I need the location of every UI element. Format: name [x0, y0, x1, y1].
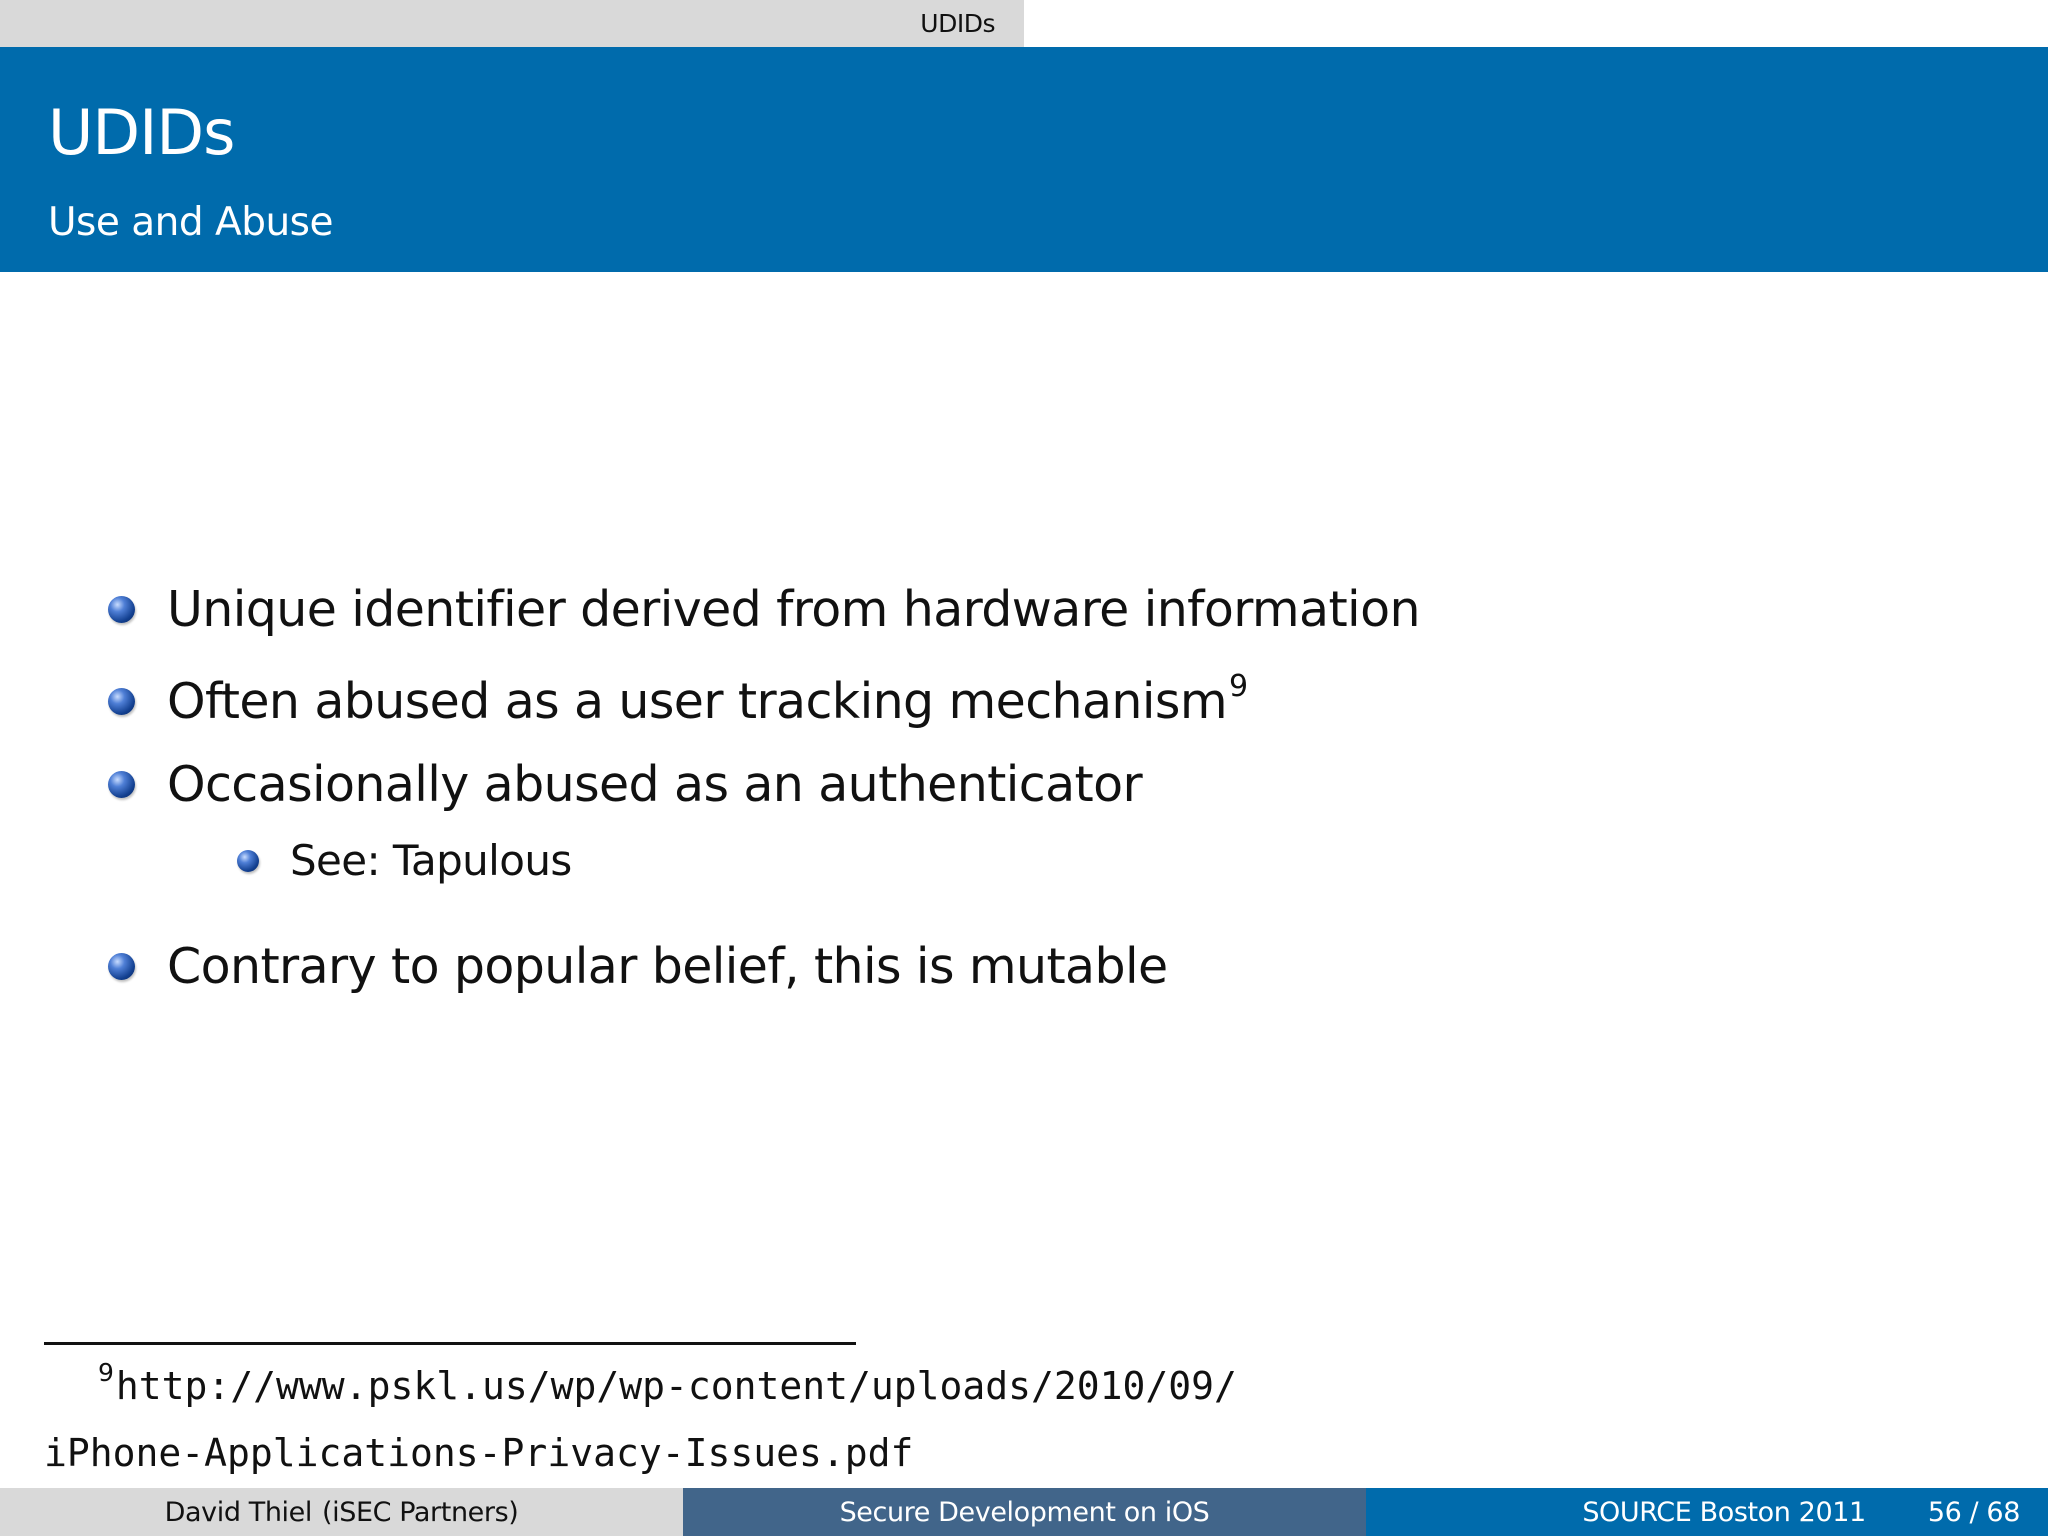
- footnote-mark: 9: [98, 1358, 114, 1387]
- footer-author-name: David Thiel: [164, 1496, 312, 1528]
- footer-talk-title: Secure Development on iOS: [683, 1488, 1366, 1536]
- footnote-url-line1[interactable]: $^9$http://www.pskl.us/wp/wp-content/uploads/2010/09/: [98, 1358, 1237, 1408]
- footnote-reference[interactable]: 9: [1228, 669, 1248, 704]
- bullet-item: [108, 938, 1168, 995]
- bullet-item: [108, 669, 1248, 730]
- bullet-text: See: Tapulous: [290, 836, 572, 885]
- bullet-ball-icon: [108, 688, 135, 715]
- section-nav-bar: [0, 0, 1024, 47]
- section-nav-item-udids[interactable]: UDIDs: [920, 9, 995, 38]
- footnote-divider: [44, 1342, 856, 1345]
- footer-author: [0, 1488, 683, 1536]
- section-nav-blank: [1024, 0, 2048, 47]
- sub-bullet-item: [237, 836, 572, 885]
- bullet-ball-icon: [108, 771, 135, 798]
- bullet-text: Contrary to popular belief, this is mutable: [167, 938, 1168, 995]
- bullet-text: Unique identifier derived from hardware information: [167, 581, 1420, 638]
- bullet-item: [108, 756, 1143, 813]
- slide-subtitle: Use and Abuse: [48, 200, 333, 245]
- section-navigation: [0, 0, 2048, 47]
- bullet-ball-icon: [237, 850, 259, 872]
- slide-title: UDIDs: [48, 96, 235, 169]
- footer-author-affiliation: (iSEC Partners): [321, 1496, 519, 1528]
- bullet-ball-icon: [108, 596, 135, 623]
- footnote-url-line2[interactable]: iPhone-Applications-Privacy-Issues.pdf: [44, 1431, 914, 1475]
- bullet-ball-icon: [108, 953, 135, 980]
- title-band: [0, 47, 2048, 272]
- slide-footer: [0, 1488, 2048, 1536]
- bullet-text: Often abused as a user tracking mechanism$^9$: [167, 669, 1248, 730]
- bullet-text: Occasionally abused as an authenticator: [167, 756, 1143, 813]
- footer-event-name: SOURCE Boston 2011: [1582, 1496, 1866, 1528]
- footer-event: [1366, 1488, 2048, 1536]
- bullet-item: [108, 581, 1420, 638]
- footer-page-number: 56 / 68: [1927, 1496, 2020, 1528]
